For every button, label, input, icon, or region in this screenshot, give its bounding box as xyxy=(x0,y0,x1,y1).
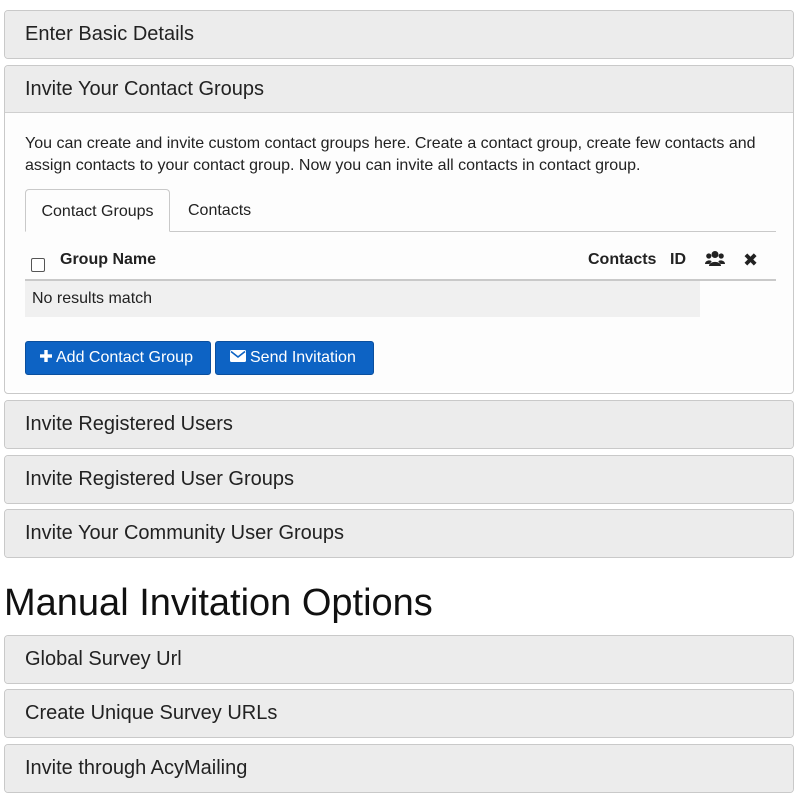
send-invitation-button[interactable] xyxy=(215,341,374,375)
contact-groups-description: You can create and invite custom contact groups here. Create a contact group, create few contacts and assign contacts to your contact group. Now you can invite all contacts in contact group. xyxy=(25,135,756,174)
panel-acymailing xyxy=(4,744,794,793)
panel-heading-registered-user-groups[interactable]: Invite Registered User Groups xyxy=(5,456,793,503)
column-contacts[interactable]: Contacts xyxy=(588,251,657,268)
add-contact-group-button[interactable] xyxy=(25,341,211,375)
contact-groups-body xyxy=(5,113,793,391)
panel-basic-details xyxy=(4,10,794,59)
panel-unique-survey-urls xyxy=(4,689,794,738)
tab-contacts[interactable]: Contacts xyxy=(188,202,252,219)
select-all-checkbox[interactable] xyxy=(31,258,45,272)
users-icon xyxy=(705,250,725,270)
panel-heading-global-survey-url[interactable]: Global Survey Url xyxy=(5,636,793,683)
manual-invitation-heading: Manual Invitation Options xyxy=(4,582,433,624)
column-id[interactable]: ID xyxy=(670,251,686,268)
contact-tabs xyxy=(25,189,776,232)
panel-registered-user-groups xyxy=(4,455,794,504)
plus-icon xyxy=(40,342,52,374)
column-group-name[interactable]: Group Name xyxy=(60,251,157,268)
tab-contact-groups[interactable]: Contact Groups xyxy=(25,189,170,232)
panel-heading-basic-details[interactable]: Enter Basic Details xyxy=(5,11,793,58)
panel-global-survey-url xyxy=(4,635,794,684)
panel-contact-groups xyxy=(4,65,794,394)
panel-registered-users xyxy=(4,400,794,449)
table-header xyxy=(25,241,776,281)
send-invitation-label: Send Invitation xyxy=(250,349,356,367)
panel-heading-registered-users[interactable]: Invite Registered Users xyxy=(5,401,793,448)
panel-heading-unique-survey-urls[interactable]: Create Unique Survey URLs xyxy=(5,690,793,737)
close-icon: ✖ xyxy=(743,250,759,270)
table-empty-row: No results match xyxy=(25,281,700,317)
panel-heading-community-user-groups[interactable]: Invite Your Community User Groups xyxy=(5,510,793,557)
panel-community-user-groups xyxy=(4,509,794,558)
panel-heading-acymailing[interactable]: Invite through AcyMailing xyxy=(5,745,793,792)
envelope-icon xyxy=(230,342,246,374)
panel-heading-contact-groups[interactable]: Invite Your Contact Groups xyxy=(5,66,793,113)
add-contact-group-label: Add Contact Group xyxy=(56,349,193,367)
